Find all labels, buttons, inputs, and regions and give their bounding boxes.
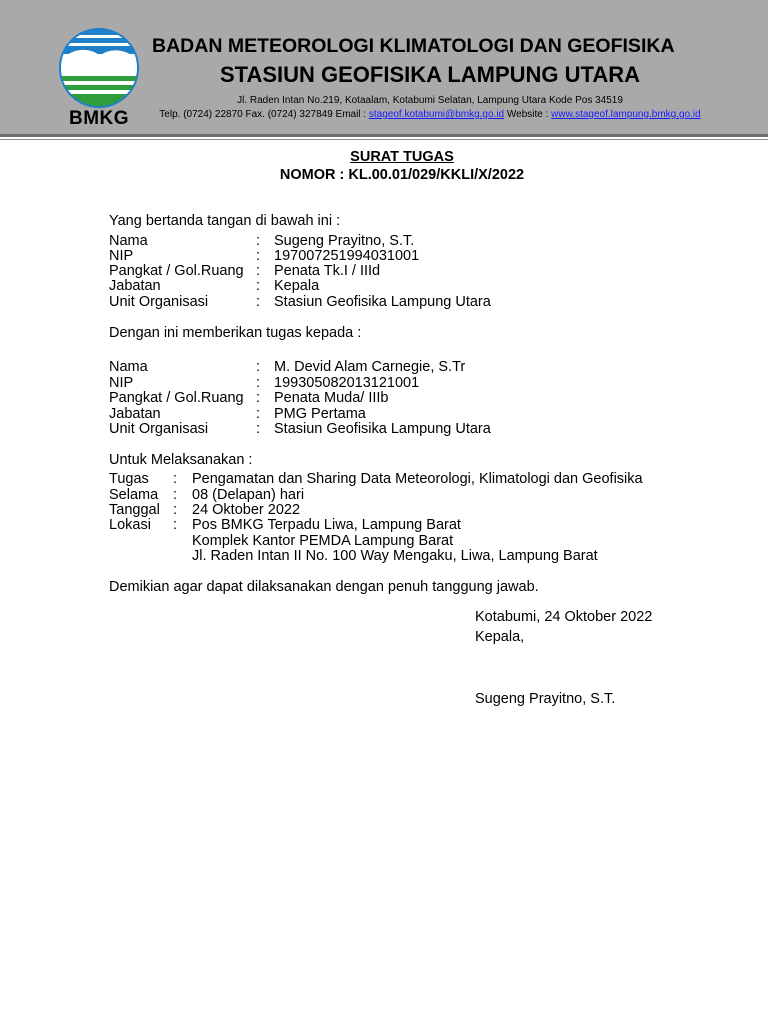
colon: :	[256, 278, 261, 294]
detail-key: Tugas	[109, 471, 149, 487]
assignee-key: Pangkat / Gol.Ruang	[109, 390, 244, 406]
colon: :	[256, 359, 261, 375]
email-link[interactable]: stageof.kotabumi@bmkg.go.id	[368, 109, 505, 120]
logo-text: BMKG	[68, 108, 130, 129]
signer-value: Kepala	[274, 278, 320, 294]
colon: :	[256, 406, 261, 422]
exec-intro-text: Untuk Melaksanakan :	[109, 452, 253, 468]
bmkg-emblem-icon	[52, 26, 146, 110]
header-divider	[0, 139, 768, 140]
assignee-key: Unit Organisasi	[109, 421, 209, 437]
detail-value: Pos BMKG Terpadu Liwa, Lampung Barat	[192, 517, 461, 533]
signer-name: Sugeng Prayitno, S.T.	[475, 691, 616, 707]
signer-key: Jabatan	[109, 278, 161, 294]
place-date: Kotabumi, 24 Oktober 2022	[475, 609, 653, 625]
colon: :	[256, 248, 261, 264]
signer-key: Pangkat / Gol.Ruang	[109, 263, 244, 279]
signer-value: Stasiun Geofisika Lampung Utara	[274, 294, 491, 310]
assignee-value: 199305082013121001	[274, 375, 420, 391]
signer-value: Penata Tk.I / IIId	[274, 263, 381, 279]
signer-key: NIP	[109, 248, 134, 264]
detail-key: Lokasi	[109, 517, 151, 533]
bmkg-logo	[52, 26, 146, 130]
colon: :	[256, 390, 261, 406]
signer-key: Nama	[109, 233, 148, 249]
detail-key: Tanggal	[109, 502, 160, 518]
detail-key: Selama	[109, 487, 159, 503]
assignee-key: Jabatan	[109, 406, 161, 422]
intro-text: Yang bertanda tangan di bawah ini :	[109, 213, 341, 229]
website-link[interactable]: www.stageof.lampung.bmkg.go.id	[551, 109, 701, 120]
assignee-key: Nama	[109, 359, 148, 375]
colon: :	[256, 375, 261, 391]
colon: :	[256, 233, 261, 249]
station-name: STASIUN GEOFISIKA LAMPUNG UTARA	[219, 62, 641, 87]
contact-label: Telp. (0724) 22870 Fax. (0724) 327849 Email :	[159, 109, 369, 120]
location-line: Komplek Kantor PEMDA Lampung Barat	[192, 533, 454, 549]
colon: :	[256, 294, 261, 310]
colon: :	[173, 502, 178, 518]
assignee-value: Penata Muda/ IIIb	[274, 390, 389, 406]
signer-title: Kepala,	[475, 629, 525, 645]
colon: :	[173, 487, 178, 503]
assignee-key: NIP	[109, 375, 134, 391]
colon: :	[173, 471, 178, 487]
signer-value: Sugeng Prayitno, S.T.	[274, 233, 415, 249]
detail-value: Pengamatan dan Sharing Data Meteorologi, Klimatologi dan Geofisika	[192, 471, 643, 487]
colon: :	[173, 517, 178, 533]
agency-name: BADAN METEOROLOGI KLIMATOLOGI DAN GEOFISIKA	[152, 35, 675, 57]
assign-intro-text: Dengan ini memberikan tugas kepada :	[109, 325, 362, 341]
assignee-value: PMG Pertama	[274, 406, 366, 422]
signer-key: Unit Organisasi	[109, 294, 209, 310]
letter-title: SURAT TUGAS	[350, 149, 454, 165]
address-line: Jl. Raden Intan No.219, Kotaalam, Kotabumi Selatan, Lampung Utara Kode Pos 34519	[237, 95, 623, 106]
detail-value: 08 (Delapan) hari	[192, 487, 305, 503]
colon: :	[256, 421, 261, 437]
detail-value: 24 Oktober 2022	[192, 502, 301, 518]
letterhead	[0, 0, 768, 137]
assignee-value: Stasiun Geofisika Lampung Utara	[274, 421, 491, 437]
location-line: Jl. Raden Intan II No. 100 Way Mengaku, Liwa, Lampung Barat	[192, 548, 598, 564]
website-label: Website :	[504, 109, 552, 120]
assignee-value: M. Devid Alam Carnegie, S.Tr	[274, 359, 466, 375]
contact-line	[140, 109, 720, 120]
letter-number: NOMOR : KL.00.01/029/KKLI/X/2022	[279, 167, 525, 183]
signer-value: 197007251994031001	[274, 248, 420, 264]
colon: :	[256, 263, 261, 279]
closing-text: Demikian agar dapat dilaksanakan dengan penuh tanggung jawab.	[109, 579, 539, 595]
